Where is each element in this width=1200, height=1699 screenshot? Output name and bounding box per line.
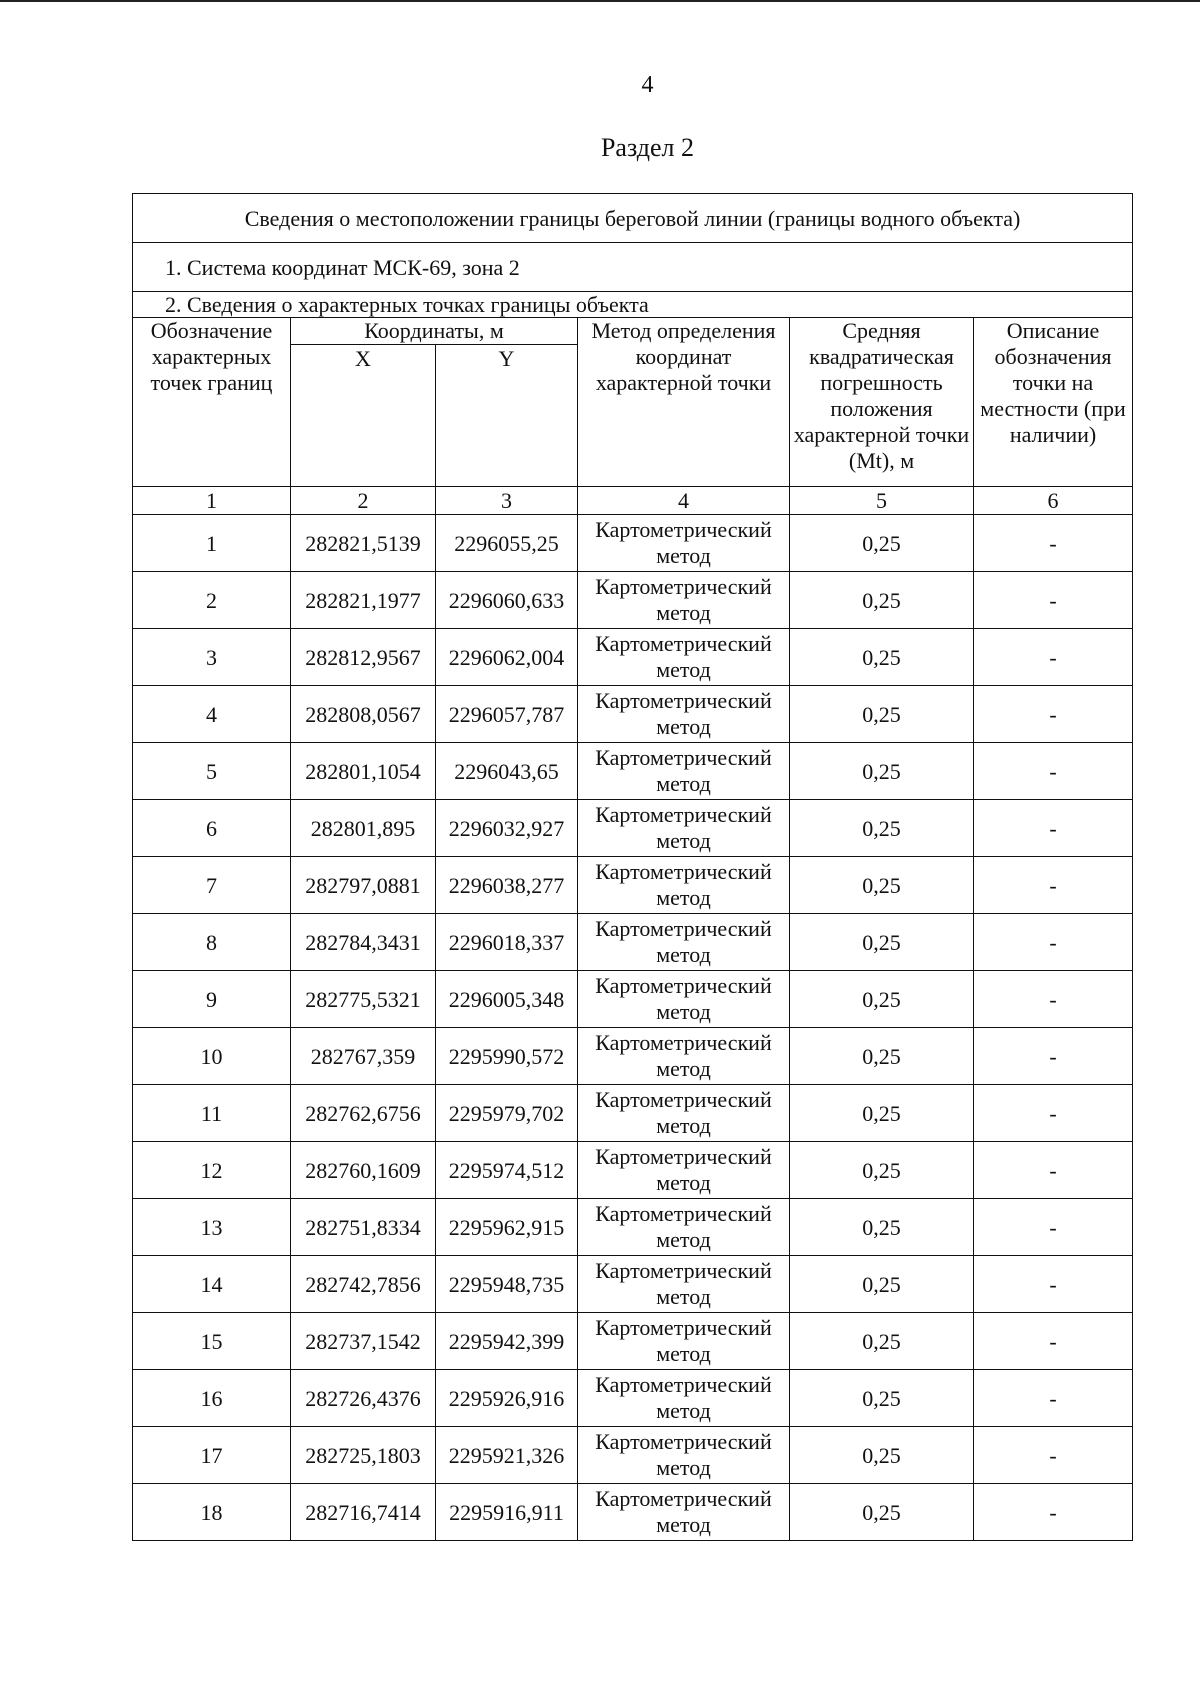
table-row [133, 1085, 1133, 1142]
description-cell: - [974, 914, 1133, 971]
error-cell: 0,25 [790, 1199, 974, 1256]
points-caption-row [133, 292, 1133, 318]
y-coordinate-cell: 2295974,512 [436, 1142, 578, 1199]
y-coordinate-cell: 2295921,326 [436, 1427, 578, 1484]
header-description: Описание обозначения точки на местности (при наличии) [974, 318, 1133, 487]
x-coordinate-cell: 282821,1977 [291, 572, 436, 629]
description-cell: - [974, 743, 1133, 800]
x-coordinate-cell: 282725,1803 [291, 1427, 436, 1484]
header-row [133, 318, 1133, 345]
description-cell: - [974, 1427, 1133, 1484]
method-cell: Картометрический метод [578, 1370, 790, 1427]
error-cell: 0,25 [790, 800, 974, 857]
x-coordinate-cell: 282726,4376 [291, 1370, 436, 1427]
table-title-row [133, 194, 1133, 243]
point-number-cell: 12 [133, 1142, 291, 1199]
method-cell: Картометрический метод [578, 1256, 790, 1313]
description-cell: - [974, 1484, 1133, 1541]
error-cell: 0,25 [790, 1142, 974, 1199]
error-cell: 0,25 [790, 572, 974, 629]
header-point-designation: Обозначение характерных точек границ [133, 318, 291, 487]
page-number: 4 [641, 72, 654, 98]
method-cell: Картометрический метод [578, 1142, 790, 1199]
point-number-cell: 2 [133, 572, 291, 629]
point-number-cell: 14 [133, 1256, 291, 1313]
x-coordinate-cell: 282737,1542 [291, 1313, 436, 1370]
column-number: 5 [790, 487, 974, 515]
y-coordinate-cell: 2296005,348 [436, 971, 578, 1028]
point-number-cell: 1 [133, 515, 291, 572]
description-cell: - [974, 515, 1133, 572]
y-coordinate-cell: 2295979,702 [436, 1085, 578, 1142]
x-coordinate-cell: 282716,7414 [291, 1484, 436, 1541]
point-number-cell: 4 [133, 686, 291, 743]
description-cell: - [974, 1256, 1133, 1313]
y-coordinate-cell: 2296055,25 [436, 515, 578, 572]
table-body [133, 194, 1133, 1541]
description-cell: - [974, 800, 1133, 857]
table-row [133, 1427, 1133, 1484]
method-cell: Картометрический метод [578, 914, 790, 971]
table-row [133, 743, 1133, 800]
y-coordinate-cell: 2295926,916 [436, 1370, 578, 1427]
table-title: Сведения о местоположении границы береговой линии (границы водного объекта) [133, 194, 1133, 243]
table-row [133, 1028, 1133, 1085]
points-caption: 2. Сведения о характерных точках границы объекта [133, 292, 1133, 318]
column-number: 1 [133, 487, 291, 515]
coord-system: 1. Система координат МСК-69, зона 2 [133, 243, 1133, 292]
x-coordinate-cell: 282801,1054 [291, 743, 436, 800]
section-title: Раздел 2 [600, 133, 695, 162]
method-cell: Картометрический метод [578, 572, 790, 629]
x-coordinate-cell: 282767,359 [291, 1028, 436, 1085]
point-number-cell: 18 [133, 1484, 291, 1541]
y-coordinate-cell: 2296032,927 [436, 800, 578, 857]
description-cell: - [974, 686, 1133, 743]
method-cell: Картометрический метод [578, 743, 790, 800]
table-row [133, 572, 1133, 629]
error-cell: 0,25 [790, 914, 974, 971]
column-number: 6 [974, 487, 1133, 515]
error-cell: 0,25 [790, 686, 974, 743]
description-cell: - [974, 1085, 1133, 1142]
method-cell: Картометрический метод [578, 1199, 790, 1256]
table-row [133, 800, 1133, 857]
description-cell: - [974, 971, 1133, 1028]
point-number-cell: 17 [133, 1427, 291, 1484]
y-coordinate-cell: 2296062,004 [436, 629, 578, 686]
error-cell: 0,25 [790, 1370, 974, 1427]
header-y: Y [436, 345, 578, 487]
description-cell: - [974, 1142, 1133, 1199]
table-row [133, 686, 1133, 743]
error-cell: 0,25 [790, 1427, 974, 1484]
y-coordinate-cell: 2296060,633 [436, 572, 578, 629]
column-number: 3 [436, 487, 578, 515]
point-number-cell: 3 [133, 629, 291, 686]
table-row [133, 1313, 1133, 1370]
x-coordinate-cell: 282742,7856 [291, 1256, 436, 1313]
table-row [133, 914, 1133, 971]
x-coordinate-cell: 282801,895 [291, 800, 436, 857]
table-row [133, 1142, 1133, 1199]
x-coordinate-cell: 282784,3431 [291, 914, 436, 971]
point-number-cell: 16 [133, 1370, 291, 1427]
point-number-cell: 7 [133, 857, 291, 914]
point-number-cell: 5 [133, 743, 291, 800]
y-coordinate-cell: 2295916,911 [436, 1484, 578, 1541]
error-cell: 0,25 [790, 1028, 974, 1085]
scan-top-border [0, 0, 1200, 2]
y-coordinate-cell: 2295948,735 [436, 1256, 578, 1313]
error-cell: 0,25 [790, 1256, 974, 1313]
column-number: 2 [291, 487, 436, 515]
method-cell: Картометрический метод [578, 686, 790, 743]
error-cell: 0,25 [790, 1085, 974, 1142]
y-coordinate-cell: 2296057,787 [436, 686, 578, 743]
table-row [133, 515, 1133, 572]
method-cell: Картометрический метод [578, 1484, 790, 1541]
x-coordinate-cell: 282812,9567 [291, 629, 436, 686]
column-numbers-row [133, 487, 1133, 515]
y-coordinate-cell: 2295942,399 [436, 1313, 578, 1370]
x-coordinate-cell: 282808,0567 [291, 686, 436, 743]
y-coordinate-cell: 2295962,915 [436, 1199, 578, 1256]
point-number-cell: 15 [133, 1313, 291, 1370]
x-coordinate-cell: 282775,5321 [291, 971, 436, 1028]
table-row [133, 857, 1133, 914]
error-cell: 0,25 [790, 971, 974, 1028]
y-coordinate-cell: 2296018,337 [436, 914, 578, 971]
y-coordinate-cell: 2296043,65 [436, 743, 578, 800]
description-cell: - [974, 572, 1133, 629]
x-coordinate-cell: 282751,8334 [291, 1199, 436, 1256]
description-cell: - [974, 857, 1133, 914]
table-row [133, 629, 1133, 686]
header-error: Средняя квадратическая погрешность положения характерной точки (Mt), м [790, 318, 974, 487]
x-coordinate-cell: 282821,5139 [291, 515, 436, 572]
method-cell: Картометрический метод [578, 1028, 790, 1085]
column-number: 4 [578, 487, 790, 515]
method-cell: Картометрический метод [578, 515, 790, 572]
x-coordinate-cell: 282797,0881 [291, 857, 436, 914]
method-cell: Картометрический метод [578, 629, 790, 686]
coord-system-row [133, 243, 1133, 292]
boundary-points-table [132, 193, 1133, 1541]
description-cell: - [974, 629, 1133, 686]
description-cell: - [974, 1028, 1133, 1085]
error-cell: 0,25 [790, 1484, 974, 1541]
method-cell: Картометрический метод [578, 1085, 790, 1142]
point-number-cell: 8 [133, 914, 291, 971]
point-number-cell: 9 [133, 971, 291, 1028]
y-coordinate-cell: 2296038,277 [436, 857, 578, 914]
error-cell: 0,25 [790, 515, 974, 572]
header-coordinates: Координаты, м [291, 318, 578, 345]
method-cell: Картометрический метод [578, 800, 790, 857]
table-row [133, 1199, 1133, 1256]
y-coordinate-cell: 2295990,572 [436, 1028, 578, 1085]
method-cell: Картометрический метод [578, 971, 790, 1028]
method-cell: Картометрический метод [578, 857, 790, 914]
point-number-cell: 6 [133, 800, 291, 857]
error-cell: 0,25 [790, 857, 974, 914]
table-row [133, 1484, 1133, 1541]
point-number-cell: 11 [133, 1085, 291, 1142]
method-cell: Картометрический метод [578, 1427, 790, 1484]
point-number-cell: 10 [133, 1028, 291, 1085]
x-coordinate-cell: 282762,6756 [291, 1085, 436, 1142]
error-cell: 0,25 [790, 1313, 974, 1370]
header-x: X [291, 345, 436, 487]
table-row [133, 1370, 1133, 1427]
description-cell: - [974, 1370, 1133, 1427]
method-cell: Картометрический метод [578, 1313, 790, 1370]
header-method: Метод определения координат характерной точки [578, 318, 790, 487]
error-cell: 0,25 [790, 629, 974, 686]
table-row [133, 1256, 1133, 1313]
description-cell: - [974, 1313, 1133, 1370]
error-cell: 0,25 [790, 743, 974, 800]
table-row [133, 971, 1133, 1028]
x-coordinate-cell: 282760,1609 [291, 1142, 436, 1199]
description-cell: - [974, 1199, 1133, 1256]
point-number-cell: 13 [133, 1199, 291, 1256]
